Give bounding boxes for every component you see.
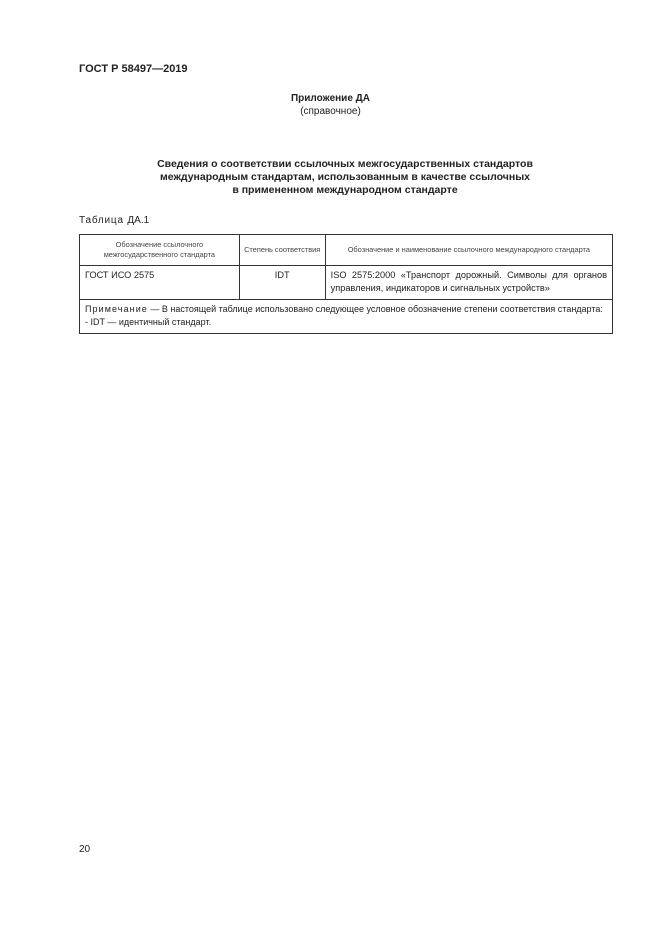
table-caption [79,215,149,226]
column-header-standard: Обозначение ссылочного межгосударственного стандарта [80,235,240,266]
table-note-row [80,300,613,334]
table-caption-number: ДА.1 [127,215,150,226]
heading-line-2: международным стандартам, использованным в качестве ссылочных [159,171,530,183]
cell-standard: ГОСТ ИСО 2575 [80,266,240,300]
appendix-title: Приложение ДА [290,93,371,104]
cell-intl: ISO 2575:2000 «Транспорт дорожный. Символы для органов управления, индикаторов и сигнальных устройств» [325,266,612,300]
appendix-kind: (справочное) [300,106,361,117]
table-caption-label: Таблица [79,215,124,226]
heading-line-1: Сведения о соответствии ссылочных межгосударственных стандартов [157,158,533,170]
document-code: ГОСТ Р 58497—2019 [79,63,188,75]
page-number: 20 [79,844,91,855]
table-header-row [80,235,613,266]
column-header-degree: Степень соответствия [239,235,325,266]
table-note [80,300,613,334]
note-prefix: Примечание [85,304,148,314]
table-row [80,266,613,300]
cell-degree: IDT [239,266,325,300]
column-header-intl: Обозначение и наименование ссылочного международного стандарта [325,235,612,266]
correspondence-table [79,234,613,334]
heading-line-3: в примененном международном стандарте [232,184,458,196]
appendix-heading [0,92,661,118]
note-item: - IDT — идентичный стандарт. [85,317,212,327]
section-heading [0,158,661,197]
note-text: — В настоящей таблице использовано следующее условное обозначение степени соответствия стандарта: [147,304,603,314]
